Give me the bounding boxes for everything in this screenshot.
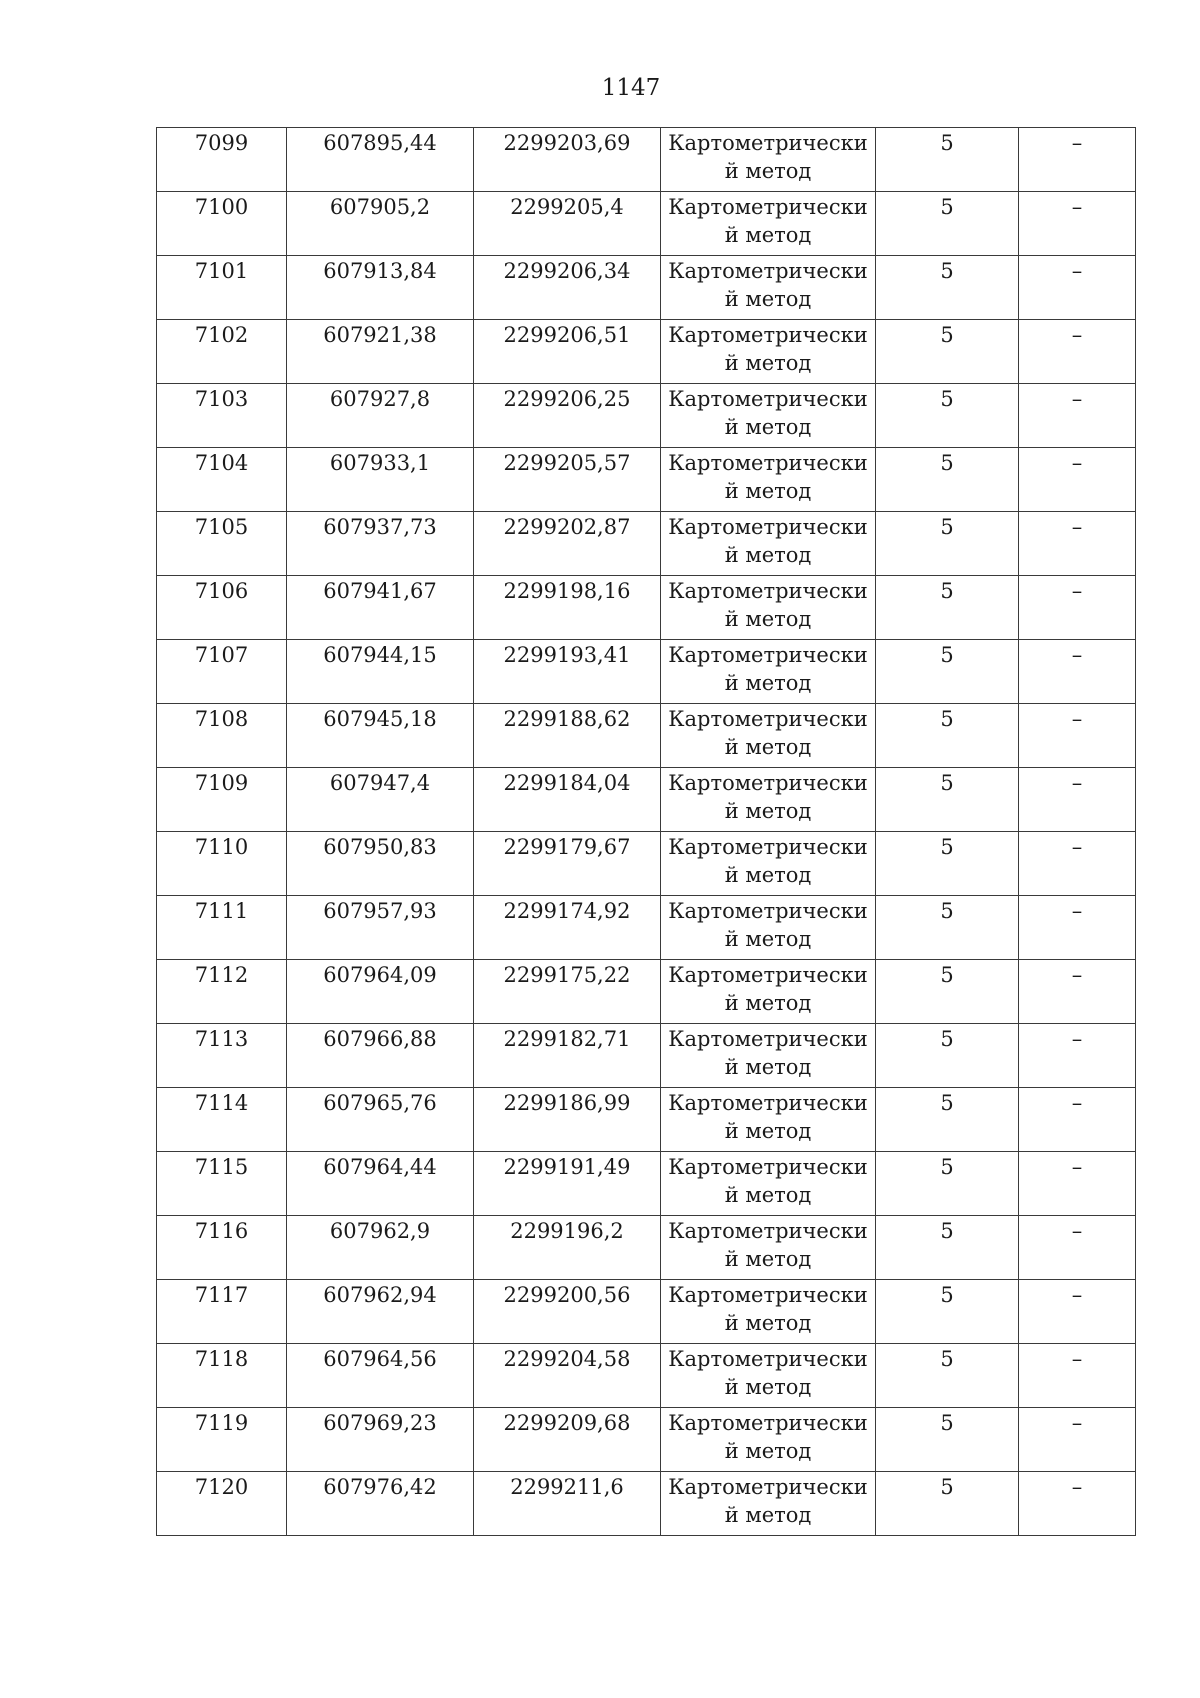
x-coordinate-cell: 607965,76 [287,1088,474,1152]
accuracy-cell: 5 [876,1280,1019,1344]
coordinates-table-body [157,128,1136,1536]
x-coordinate-cell: 607937,73 [287,512,474,576]
note-cell: – [1019,832,1136,896]
table-row [157,960,1136,1024]
method-cell: Картометрически й метод [661,1152,876,1216]
x-coordinate-cell: 607927,8 [287,384,474,448]
y-coordinate-cell: 2299174,92 [474,896,661,960]
y-coordinate-cell: 2299202,87 [474,512,661,576]
note-cell: – [1019,640,1136,704]
x-coordinate-cell: 607941,67 [287,576,474,640]
note-cell: – [1019,384,1136,448]
accuracy-cell: 5 [876,320,1019,384]
point-number-cell: 7100 [157,192,287,256]
accuracy-cell: 5 [876,1152,1019,1216]
accuracy-cell: 5 [876,576,1019,640]
x-coordinate-cell: 607957,93 [287,896,474,960]
y-coordinate-cell: 2299184,04 [474,768,661,832]
method-cell: Картометрически й метод [661,896,876,960]
method-cell: Картометрически й метод [661,1408,876,1472]
method-cell: Картометрически й метод [661,512,876,576]
method-cell: Картометрически й метод [661,640,876,704]
table-row [157,384,1136,448]
accuracy-cell: 5 [876,128,1019,192]
method-cell: Картометрически й метод [661,1472,876,1536]
x-coordinate-cell: 607962,94 [287,1280,474,1344]
point-number-cell: 7120 [157,1472,287,1536]
note-cell: – [1019,768,1136,832]
method-cell: Картометрически й метод [661,1344,876,1408]
point-number-cell: 7115 [157,1152,287,1216]
note-cell: – [1019,1280,1136,1344]
method-cell: Картометрически й метод [661,960,876,1024]
note-cell: – [1019,1472,1136,1536]
accuracy-cell: 5 [876,1088,1019,1152]
x-coordinate-cell: 607945,18 [287,704,474,768]
y-coordinate-cell: 2299198,16 [474,576,661,640]
table-row [157,704,1136,768]
method-cell: Картометрически й метод [661,768,876,832]
table-row [157,1024,1136,1088]
method-cell: Картометрически й метод [661,256,876,320]
accuracy-cell: 5 [876,448,1019,512]
accuracy-cell: 5 [876,1216,1019,1280]
x-coordinate-cell: 607966,88 [287,1024,474,1088]
table-row [157,576,1136,640]
y-coordinate-cell: 2299206,51 [474,320,661,384]
point-number-cell: 7102 [157,320,287,384]
x-coordinate-cell: 607969,23 [287,1408,474,1472]
y-coordinate-cell: 2299209,68 [474,1408,661,1472]
table-row [157,256,1136,320]
y-coordinate-cell: 2299193,41 [474,640,661,704]
point-number-cell: 7105 [157,512,287,576]
x-coordinate-cell: 607964,44 [287,1152,474,1216]
y-coordinate-cell: 2299196,2 [474,1216,661,1280]
table-row [157,640,1136,704]
x-coordinate-cell: 607964,56 [287,1344,474,1408]
accuracy-cell: 5 [876,1344,1019,1408]
point-number-cell: 7108 [157,704,287,768]
point-number-cell: 7114 [157,1088,287,1152]
point-number-cell: 7101 [157,256,287,320]
y-coordinate-cell: 2299203,69 [474,128,661,192]
note-cell: – [1019,576,1136,640]
y-coordinate-cell: 2299205,57 [474,448,661,512]
point-number-cell: 7119 [157,1408,287,1472]
table-row [157,1344,1136,1408]
point-number-cell: 7118 [157,1344,287,1408]
y-coordinate-cell: 2299200,56 [474,1280,661,1344]
table-row [157,128,1136,192]
accuracy-cell: 5 [876,832,1019,896]
accuracy-cell: 5 [876,896,1019,960]
note-cell: – [1019,192,1136,256]
method-cell: Картометрически й метод [661,320,876,384]
point-number-cell: 7113 [157,1024,287,1088]
method-cell: Картометрически й метод [661,192,876,256]
method-cell: Картометрически й метод [661,1024,876,1088]
y-coordinate-cell: 2299179,67 [474,832,661,896]
table-row [157,896,1136,960]
table-row [157,448,1136,512]
accuracy-cell: 5 [876,512,1019,576]
table-row [157,320,1136,384]
point-number-cell: 7116 [157,1216,287,1280]
table-row [157,1408,1136,1472]
note-cell: – [1019,128,1136,192]
note-cell: – [1019,256,1136,320]
table-row [157,1088,1136,1152]
note-cell: – [1019,320,1136,384]
coordinates-table [156,127,1136,1536]
y-coordinate-cell: 2299186,99 [474,1088,661,1152]
accuracy-cell: 5 [876,1408,1019,1472]
table-row [157,1280,1136,1344]
x-coordinate-cell: 607913,84 [287,256,474,320]
point-number-cell: 7099 [157,128,287,192]
x-coordinate-cell: 607962,9 [287,1216,474,1280]
accuracy-cell: 5 [876,1024,1019,1088]
point-number-cell: 7103 [157,384,287,448]
note-cell: – [1019,512,1136,576]
accuracy-cell: 5 [876,960,1019,1024]
note-cell: – [1019,896,1136,960]
table-row [157,832,1136,896]
accuracy-cell: 5 [876,704,1019,768]
x-coordinate-cell: 607950,83 [287,832,474,896]
method-cell: Картометрически й метод [661,704,876,768]
method-cell: Картометрически й метод [661,1216,876,1280]
y-coordinate-cell: 2299182,71 [474,1024,661,1088]
note-cell: – [1019,960,1136,1024]
y-coordinate-cell: 2299191,49 [474,1152,661,1216]
note-cell: – [1019,448,1136,512]
method-cell: Картометрически й метод [661,576,876,640]
table-row [157,768,1136,832]
table-row [157,192,1136,256]
x-coordinate-cell: 607944,15 [287,640,474,704]
point-number-cell: 7110 [157,832,287,896]
note-cell: – [1019,1152,1136,1216]
y-coordinate-cell: 2299206,34 [474,256,661,320]
note-cell: – [1019,1216,1136,1280]
table-row [157,1216,1136,1280]
x-coordinate-cell: 607933,1 [287,448,474,512]
note-cell: – [1019,1088,1136,1152]
y-coordinate-cell: 2299204,58 [474,1344,661,1408]
x-coordinate-cell: 607964,09 [287,960,474,1024]
x-coordinate-cell: 607895,44 [287,128,474,192]
y-coordinate-cell: 2299175,22 [474,960,661,1024]
x-coordinate-cell: 607905,2 [287,192,474,256]
x-coordinate-cell: 607976,42 [287,1472,474,1536]
y-coordinate-cell: 2299205,4 [474,192,661,256]
accuracy-cell: 5 [876,640,1019,704]
note-cell: – [1019,1408,1136,1472]
point-number-cell: 7117 [157,1280,287,1344]
y-coordinate-cell: 2299206,25 [474,384,661,448]
method-cell: Картометрически й метод [661,384,876,448]
y-coordinate-cell: 2299188,62 [474,704,661,768]
accuracy-cell: 5 [876,1472,1019,1536]
point-number-cell: 7107 [157,640,287,704]
point-number-cell: 7106 [157,576,287,640]
note-cell: – [1019,1024,1136,1088]
table-row [157,512,1136,576]
method-cell: Картометрически й метод [661,1088,876,1152]
y-coordinate-cell: 2299211,6 [474,1472,661,1536]
note-cell: – [1019,1344,1136,1408]
accuracy-cell: 5 [876,256,1019,320]
method-cell: Картометрически й метод [661,1280,876,1344]
point-number-cell: 7111 [157,896,287,960]
note-cell: – [1019,704,1136,768]
accuracy-cell: 5 [876,768,1019,832]
method-cell: Картометрически й метод [661,832,876,896]
point-number-cell: 7109 [157,768,287,832]
method-cell: Картометрически й метод [661,448,876,512]
point-number-cell: 7104 [157,448,287,512]
table-row [157,1472,1136,1536]
accuracy-cell: 5 [876,384,1019,448]
table-row [157,1152,1136,1216]
page-number: 1147 [601,75,661,101]
accuracy-cell: 5 [876,192,1019,256]
x-coordinate-cell: 607921,38 [287,320,474,384]
method-cell: Картометрически й метод [661,128,876,192]
point-number-cell: 7112 [157,960,287,1024]
x-coordinate-cell: 607947,4 [287,768,474,832]
